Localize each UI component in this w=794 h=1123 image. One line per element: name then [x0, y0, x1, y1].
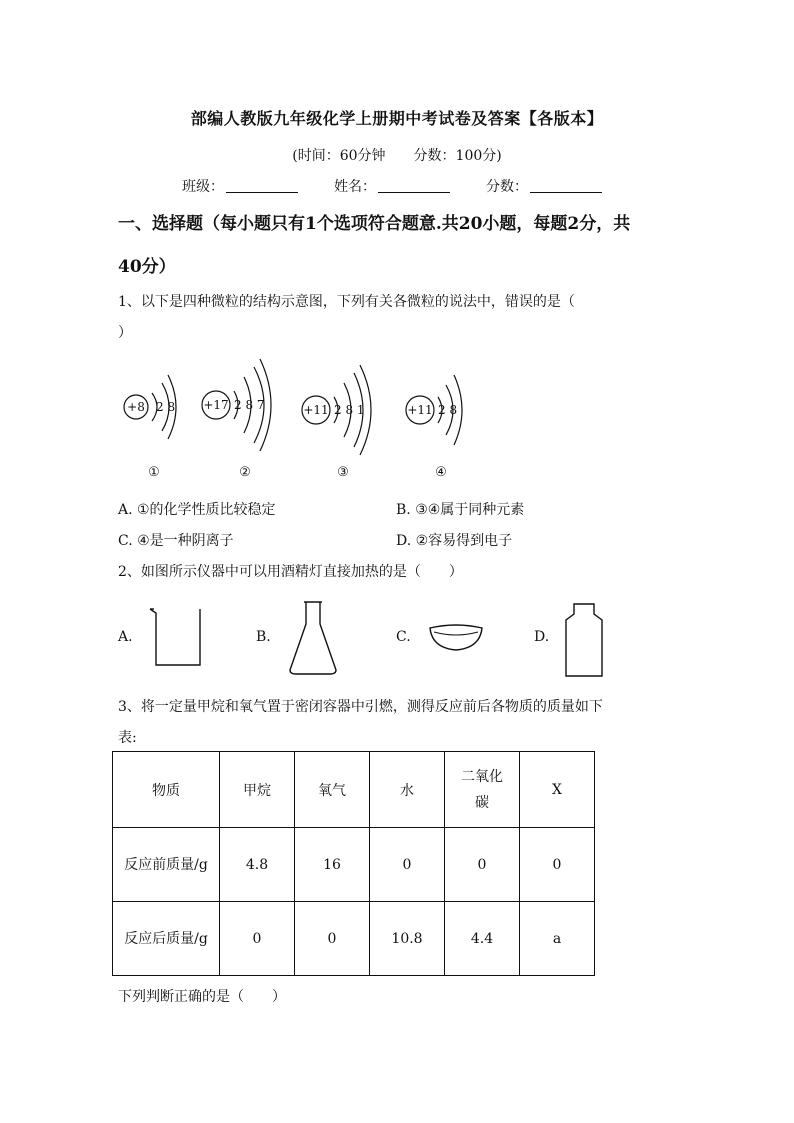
q2-option-d-label[interactable]: D.: [534, 629, 550, 645]
electron-shells: 2 8 7: [234, 398, 265, 412]
table-row-label: [113, 828, 220, 902]
q1-stem: 1、以下是四种微粒的结构示意图，下列有关各微粒的说法中，错误的是（: [118, 294, 575, 310]
row-label-text: 反应后质量/g: [124, 930, 208, 947]
table-row: [113, 828, 595, 902]
atom-label: ③: [337, 465, 349, 480]
table-header-row: [113, 752, 595, 828]
q3-stem: 3、将一定量甲烷和氧气置于密闭容器中引燃，测得反应前后各物质的质量如下: [118, 699, 603, 715]
reagent-bottle-icon: [562, 602, 608, 678]
nucleus-charge: +8: [127, 400, 145, 414]
q1-option-a[interactable]: A. ①的化学性质比较稳定: [118, 502, 276, 518]
electron-shells: 2 8: [438, 403, 458, 417]
score-label: 分数：: [486, 179, 528, 195]
atom-structure-diagrams: [110, 355, 470, 485]
q1-stem-cont: ）: [118, 325, 132, 341]
atom-label: ①: [148, 465, 160, 480]
table-cell: a: [520, 902, 595, 976]
q2-option-c-label[interactable]: C.: [396, 629, 411, 645]
table-header-cell: X: [520, 752, 595, 828]
table-row-label: [113, 902, 220, 976]
q3-stem-cont: 表:: [118, 730, 137, 746]
table-cell: 4.4: [445, 902, 520, 976]
table-row: [113, 902, 595, 976]
q1-option-d[interactable]: D. ②容易得到电子: [396, 533, 513, 549]
table-cell: 0: [220, 902, 295, 976]
atom-label: ②: [239, 465, 251, 480]
class-blank[interactable]: [226, 178, 298, 193]
class-label: 班级：: [182, 179, 224, 195]
nucleus-charge: +17: [203, 398, 229, 412]
table-cell: 0: [445, 828, 520, 902]
row-label-text: 反应前质量/g: [124, 856, 208, 873]
table-cell: 0: [370, 828, 445, 902]
table-header-cell: 水: [370, 752, 445, 828]
table-cell: 10.8: [370, 902, 445, 976]
section-heading-cont: 40分）: [118, 257, 176, 277]
table-cell: 4.8: [220, 828, 295, 902]
table-header-cell: [445, 752, 520, 828]
class-field: [182, 176, 298, 196]
name-blank[interactable]: [378, 178, 450, 193]
table-header-cell: 甲烷: [220, 752, 295, 828]
nucleus-charge: +11: [303, 403, 329, 417]
exam-time-score: (时间：60分钟 分数：100分): [292, 148, 502, 164]
q2-option-b-label[interactable]: B.: [256, 629, 271, 645]
table-header-cell: 氧气: [295, 752, 370, 828]
q1-option-c[interactable]: C. ④是一种阴离子: [118, 533, 234, 549]
table-header-cell-text: 二氧化碳: [461, 768, 503, 811]
evaporating-dish-icon: [426, 622, 486, 656]
nucleus-charge: +11: [407, 403, 433, 417]
atom-label: ④: [435, 465, 447, 480]
electron-shells: 2 8 1: [334, 403, 365, 417]
name-label: 姓名：: [334, 179, 376, 195]
q3-followup: 下列判断正确的是（ ）: [118, 989, 286, 1005]
score-field: [486, 176, 602, 196]
table-header-cell: 物质: [113, 752, 220, 828]
electron-shells: 2 8: [156, 400, 176, 414]
table-cell: 0: [520, 828, 595, 902]
q2-stem: 2、如图所示仪器中可以用酒精灯直接加热的是（ ）: [118, 564, 463, 580]
table-cell: 16: [295, 828, 370, 902]
score-blank[interactable]: [530, 178, 602, 193]
q2-option-a-label[interactable]: A.: [118, 629, 133, 645]
page-title: 部编人教版九年级化学上册期中考试卷及答案【各版本】: [190, 109, 604, 128]
section-heading: 一、选择题（每小题只有1个选项符合题意.共20小题，每题2分，共: [118, 214, 631, 234]
name-field: [334, 176, 450, 196]
q1-option-b[interactable]: B. ③④属于同种元素: [396, 502, 525, 518]
table-cell: 0: [295, 902, 370, 976]
erlenmeyer-flask-icon: [286, 598, 340, 678]
beaker-icon: [146, 603, 206, 669]
mass-table: [112, 751, 595, 976]
